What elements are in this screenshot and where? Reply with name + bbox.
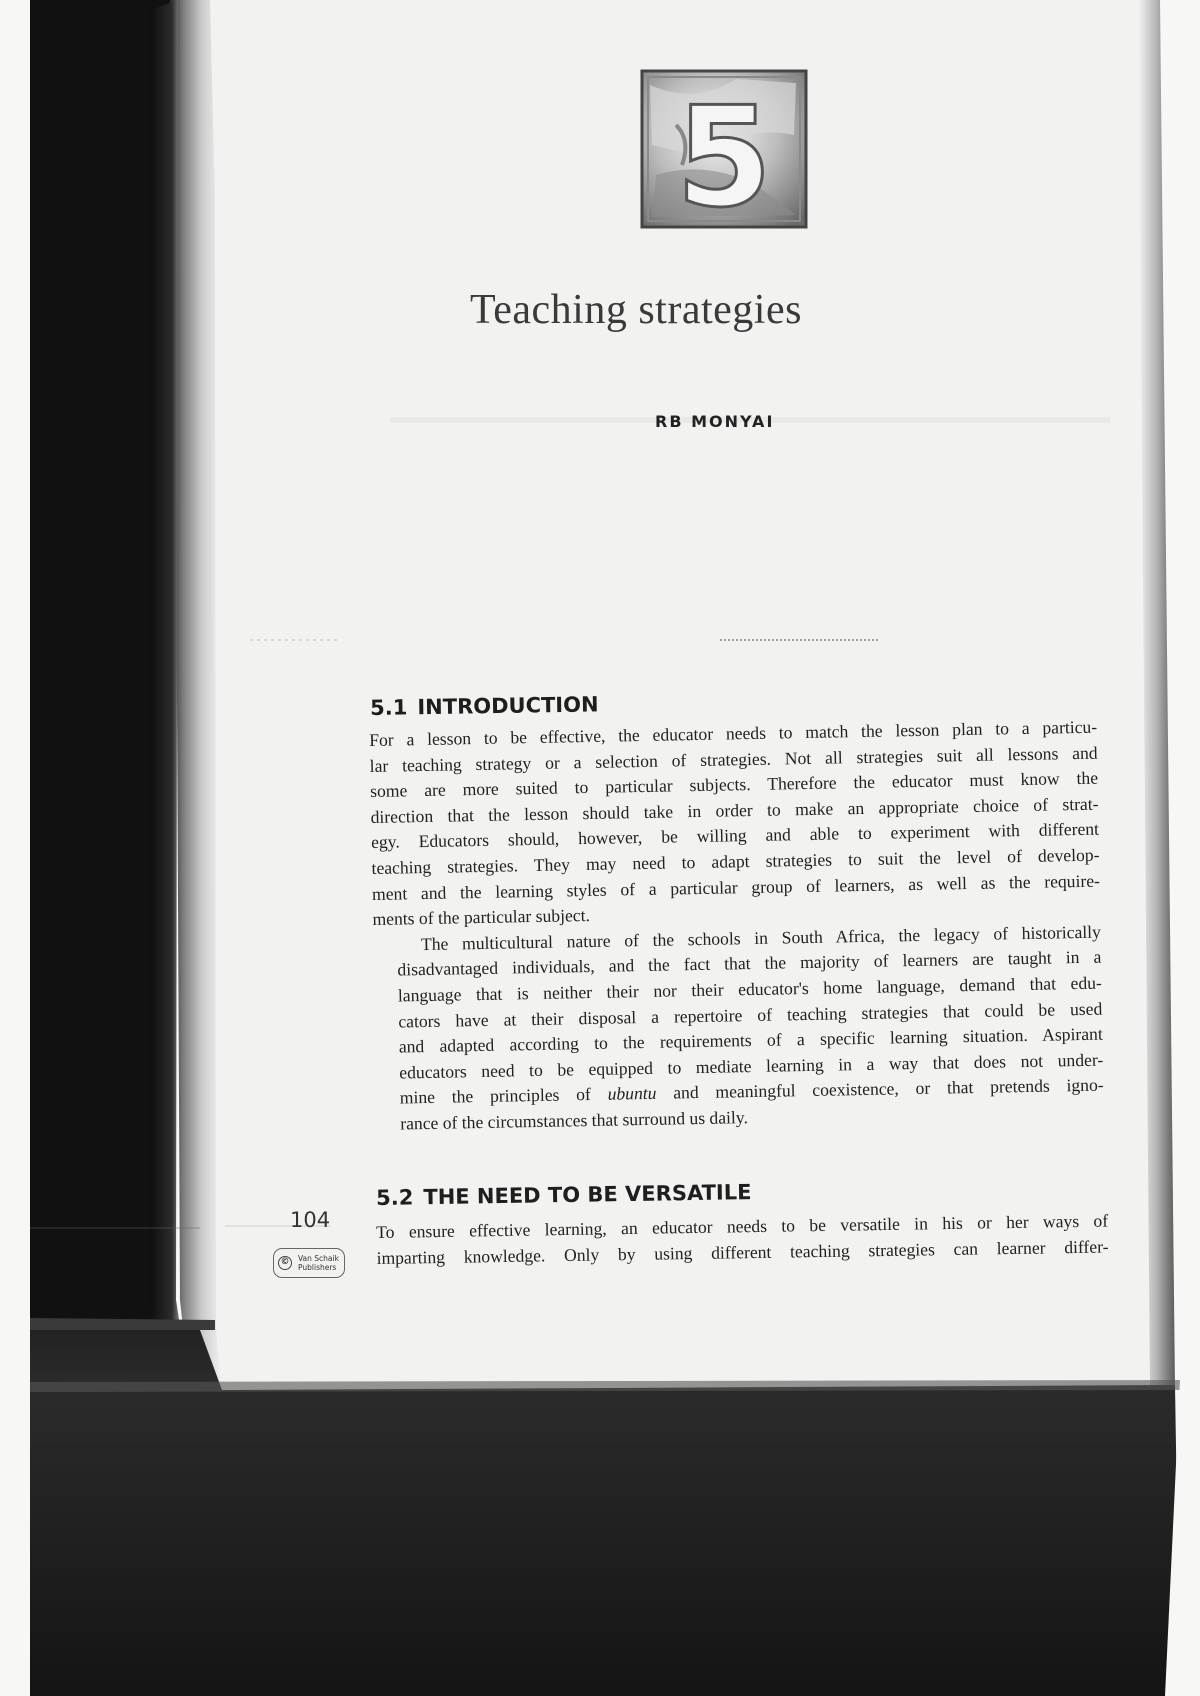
text-line: language that is neither their nor their educator's home language, demand that edu- <box>397 972 1102 1006</box>
text-line: egy. Educators should, however, be willing and able to experiment with different <box>370 819 1100 853</box>
section-number: 5.2 <box>376 1185 414 1210</box>
paragraph <box>369 715 1101 933</box>
text-line: The multicultural nature of the schools in South Africa, the legacy of historically <box>420 921 1102 954</box>
text-line: and adapted according to the requirements of a specific learning situation. Aspirant <box>398 1023 1103 1057</box>
text-line: educators need to be equipped to mediate learning in a way that does not under- <box>399 1049 1104 1083</box>
section-title: INTRODUCTION <box>417 692 599 720</box>
text-line: cators have at their disposal a repertoire of teaching strategies that could be used <box>398 998 1103 1032</box>
section-body-introduction <box>369 715 1104 1138</box>
copyright-icon: © <box>278 1256 292 1270</box>
text-line: direction that the lesson should take in order to make an appropriate choice of strat- <box>370 793 1099 827</box>
section-title: THE NEED TO BE VERSATILE <box>423 1180 752 1210</box>
page-number: 104 <box>290 1208 331 1232</box>
text-line: lar teaching strategy or a selection of strategies. Not all strategies suit all lessons and <box>369 742 1098 776</box>
chapter-title: Teaching strategies <box>470 287 802 333</box>
text-line: imparting knowledge. Only by using different teaching strategies can learner differ- <box>376 1236 1109 1268</box>
text-line: mine the principles of ubuntu and meaningful coexistence, or that pretends igno- <box>399 1074 1104 1108</box>
chapter-author: RB MONYAI <box>655 412 775 431</box>
text-line: rance of the circumstances that surround us daily. <box>400 1107 749 1134</box>
text-line: teaching strategies. They may need to adapt strategies to suit the level of develop- <box>371 844 1100 878</box>
section-heading-introduction <box>370 692 599 720</box>
text-line: some are more suited to particular subjects. Therefore the educator must know the <box>369 767 1099 802</box>
publisher-logo-text: Van Schaik Publishers <box>298 1254 339 1272</box>
italic-term: ubuntu <box>607 1083 657 1104</box>
text-line: ments of the particular subject. <box>372 905 591 930</box>
text-line: To ensure effective learning, an educator needs to be versatile in his or her ways of <box>376 1210 1109 1242</box>
text-line: For a lesson to be effective, the educator needs to match the lesson plan to a particu- <box>369 716 1098 750</box>
text-line: disadvantaged individuals, and the fact that the majority of learners are taught in a <box>397 946 1102 980</box>
text-line: ment and the learning styles of a particular group of learners, as well as the require- <box>371 870 1101 904</box>
publisher-logo <box>273 1248 345 1278</box>
chapter-number: 5 <box>675 77 773 233</box>
paragraph <box>373 919 1105 1137</box>
chapter-number-badge <box>636 65 812 233</box>
section-number: 5.1 <box>370 695 408 720</box>
